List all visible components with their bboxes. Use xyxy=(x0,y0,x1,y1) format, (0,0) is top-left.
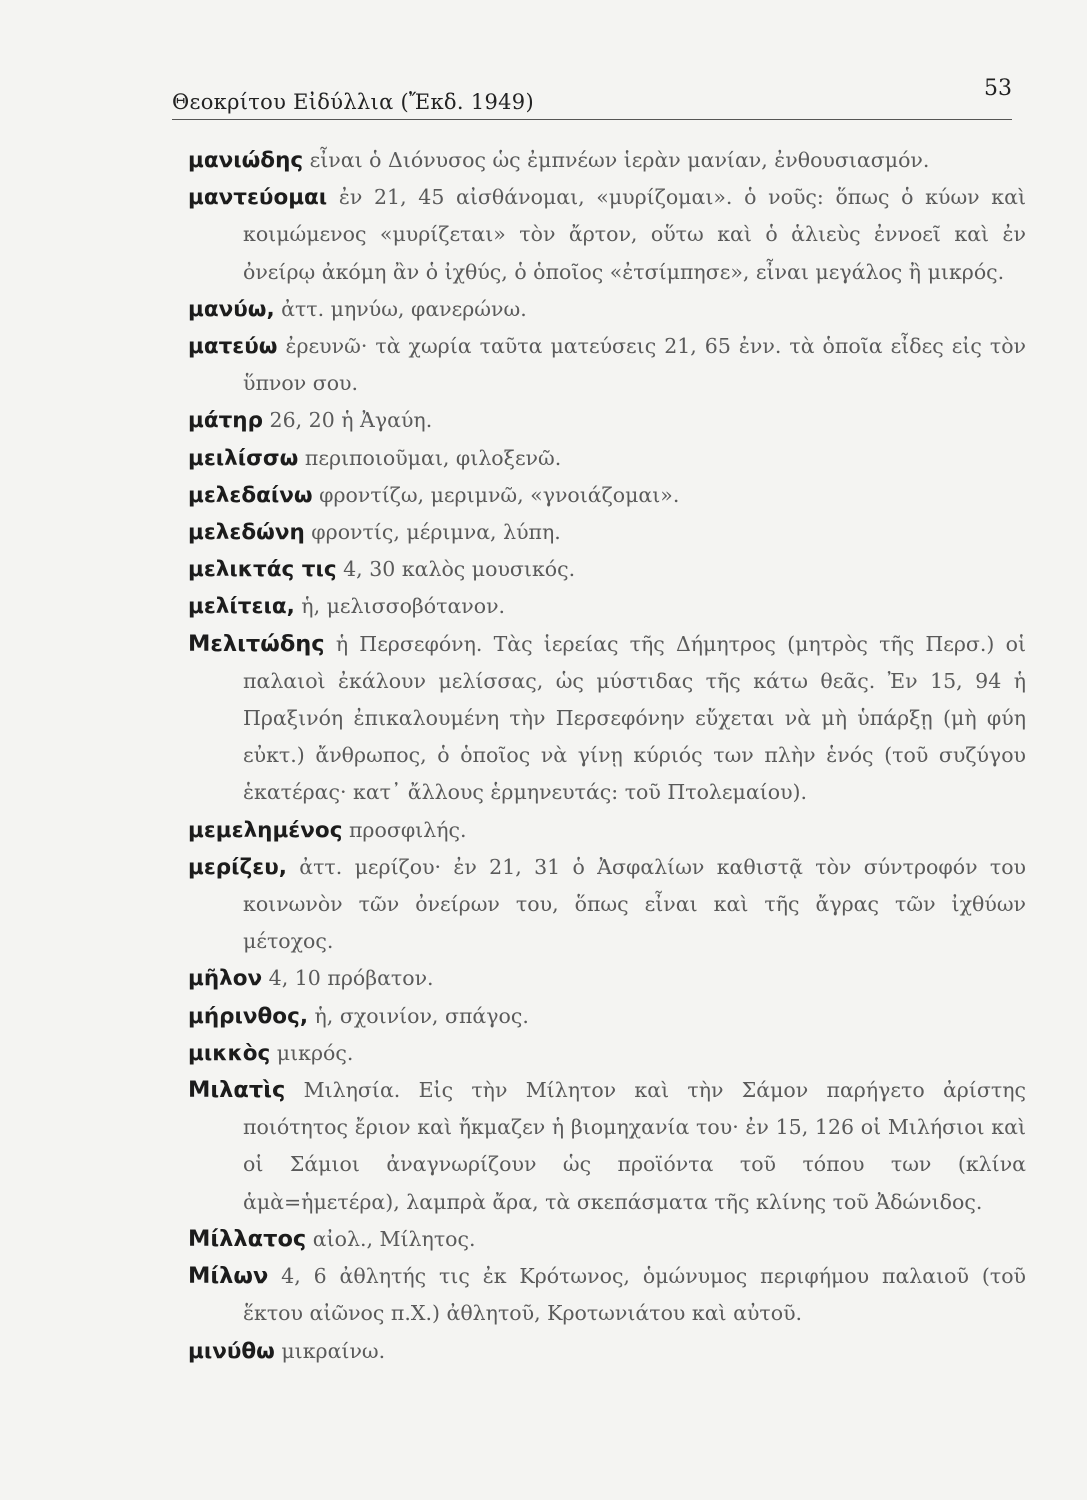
entry-definition: ἐρευνῶ· τὰ χωρία ταῦτα ματεύσεις 21, 65 ἐνν. τὰ ὁποῖα εἶδες εἰς τὸν ὕπνον σου. xyxy=(243,334,1026,396)
entry-headword: μελεδαίνω xyxy=(188,482,313,508)
glossary-entry xyxy=(188,626,1026,812)
entry-definition: εἶναι ὁ Διόνυσος ὡς ἐμπνέων ἱερὰν μανίαν, ἐνθουσιασμόν. xyxy=(303,148,930,172)
glossary-entry xyxy=(188,588,1026,625)
entry-definition: περιποιοῦμαι, φιλοξενῶ. xyxy=(298,445,562,470)
entry-definition: μικρός. xyxy=(270,1040,354,1065)
entry-definition: 4, 10 πρόβατον. xyxy=(262,966,434,991)
glossary-entry xyxy=(188,477,1026,514)
glossary-entries xyxy=(188,142,1026,1370)
entry-definition: ἡ, μελισσοβότανον. xyxy=(294,594,506,619)
entry-headword: Μίλων xyxy=(188,1263,269,1290)
entry-headword: μελεδώνη xyxy=(188,520,305,546)
entry-headword: μειλίσσω xyxy=(188,445,299,471)
entry-headword: μερίζευ, xyxy=(188,854,287,880)
entry-definition: 26, 20 ἡ Ἀγαύη. xyxy=(263,408,433,433)
entry-definition: ἀττ. μερίζου· ἐν 21, 31 ὁ Ἀσφαλίων καθιστᾷ τὸν σύντροφόν του κοινωνὸν τῶν ὀνείρων του, ὅπως εἶναι καὶ τῆς ἄγρας τῶν ἰχθύων μέτοχος. xyxy=(243,854,1026,954)
glossary-entry xyxy=(188,514,1026,551)
entry-headword: μήρινθος, xyxy=(188,1003,308,1029)
entry-definition: ἀττ. μηνύω, φανερώνω. xyxy=(274,296,527,321)
entry-headword: μῆλον xyxy=(188,966,263,992)
entry-definition: φροντίς, μέριμνα, λύπη. xyxy=(304,520,561,545)
glossary-entry xyxy=(188,551,1026,588)
entry-definition: μικραίνω. xyxy=(274,1338,386,1363)
entry-headword: Μελιτώδης xyxy=(188,630,325,657)
glossary-entry xyxy=(188,998,1026,1035)
page-number: 53 xyxy=(984,76,1012,101)
glossary-entry xyxy=(188,328,1026,402)
entry-headword: μικκὸς xyxy=(188,1040,271,1066)
glossary-entry xyxy=(188,1258,1026,1332)
entry-definition: προσφιλής. xyxy=(342,817,467,842)
entry-headword: μελίτεια, xyxy=(188,594,295,620)
entry-headword: μελικτάς τις xyxy=(188,557,337,583)
entry-definition: ἡ Περσεφόνη. Τὰς ἱερείας τῆς Δήμητρος (μητρὸς τῆς Περσ.) οἱ παλαιοὶ ἐκάλουν μελίσσας, ὡς μύστιδας τῆς κάτω θεᾶς. Ἐν 15, 94 ἡ Πραξινόη ἐπικαλουμένη τὴν Περσεφόνην εὔχεται νὰ μὴ ὑπάρξῃ (μὴ φύη εὐκτ.) ἄνθρωπος, ὁ ὁποῖος νὰ γίνῃ κύριός των πλὴν ἑνός (τοῦ συζύγου ἑκατέρας· κατ᾽ ἄλλους ἑρμηνευτάς: τοῦ Πτολεμαίου). xyxy=(243,631,1026,805)
entry-headword: μανιώδης xyxy=(188,148,304,173)
glossary-entry xyxy=(188,440,1026,477)
entry-headword: μεμελημένος xyxy=(188,817,343,843)
entry-definition: ἐν 21, 45 αἰσθάνομαι, «μυρίζομαι». ὁ νοῦς: ὅπως ὁ κύων καὶ κοιμώμενος «μυρίζεται» τὸν ἄρτον, οὕτω καὶ ὁ ἁλιεὺς ἐννοεῖ καὶ ἐν ὀνείρῳ ἀκόμη ἂν ὁ ἰχθύς, ὁ ὁποῖος «ἐτσίμπησε», εἶναι μεγάλος ἢ μικρός. xyxy=(243,185,1026,284)
running-head: Θεοκρίτου Εἰδύλλια (Ἔκδ. 1949) xyxy=(172,90,534,114)
glossary-entry xyxy=(188,849,1026,961)
entry-headword: μάτηρ xyxy=(188,408,264,434)
header-rule xyxy=(172,119,1012,120)
entry-headword: μανύω, xyxy=(188,296,275,322)
entry-definition: Μιλησία. Εἰς τὴν Μίλητον καὶ τὴν Σάμον παρήγετο ἀρίστης ποιότητος ἔριον καὶ ἤκμαζεν ἡ βιομηχανία του· ἐν 15, 126 οἱ Μιλήσιοι καὶ οἱ Σάμιοι ἀναγνωρίζουν ὡς προϊόντα τοῦ τόπου των (κλίνα ἁμὰ=ἡμετέρα), λαμπρὰ ἄρα, τὰ σκεπάσματα τῆς κλίνης τοῦ Ἀδώνιδος. xyxy=(243,1078,1026,1214)
glossary-entry xyxy=(188,1221,1026,1258)
glossary-entry xyxy=(188,179,1026,291)
entry-definition: 4, 6 ἀθλητής τις ἐκ Κρότωνος, ὁμώνυμος περιφήμου παλαιοῦ (τοῦ ἕκτου αἰῶνος π.Χ.) ἀθλητοῦ, Κροτωνιάτου καὶ αὐτοῦ. xyxy=(243,1264,1026,1326)
glossary-entry xyxy=(188,1035,1026,1072)
entry-headword: μινύθω xyxy=(188,1338,275,1364)
page-header xyxy=(172,72,1012,120)
entry-definition: 4, 30 καλὸς μουσικός. xyxy=(336,557,576,582)
entry-definition: αἰολ., Μίλητος. xyxy=(306,1226,476,1251)
glossary-entry xyxy=(188,291,1026,328)
entry-headword: ματεύω xyxy=(188,334,278,360)
glossary-entry xyxy=(188,960,1026,997)
glossary-entry xyxy=(188,1072,1026,1221)
entry-definition: φροντίζω, μεριμνῶ, «γνοιάζομαι». xyxy=(312,482,680,507)
glossary-entry xyxy=(188,402,1026,439)
glossary-entry xyxy=(188,142,1026,179)
entry-headword: Μίλλατος xyxy=(188,1225,307,1252)
glossary-entry xyxy=(188,812,1026,849)
entry-definition: ἡ, σχοινίον, σπάγος. xyxy=(308,1003,529,1028)
glossary-entry xyxy=(188,1333,1026,1370)
entry-headword: μαντεύομαι xyxy=(188,185,328,211)
entry-headword: Μιλατὶς xyxy=(188,1077,286,1104)
